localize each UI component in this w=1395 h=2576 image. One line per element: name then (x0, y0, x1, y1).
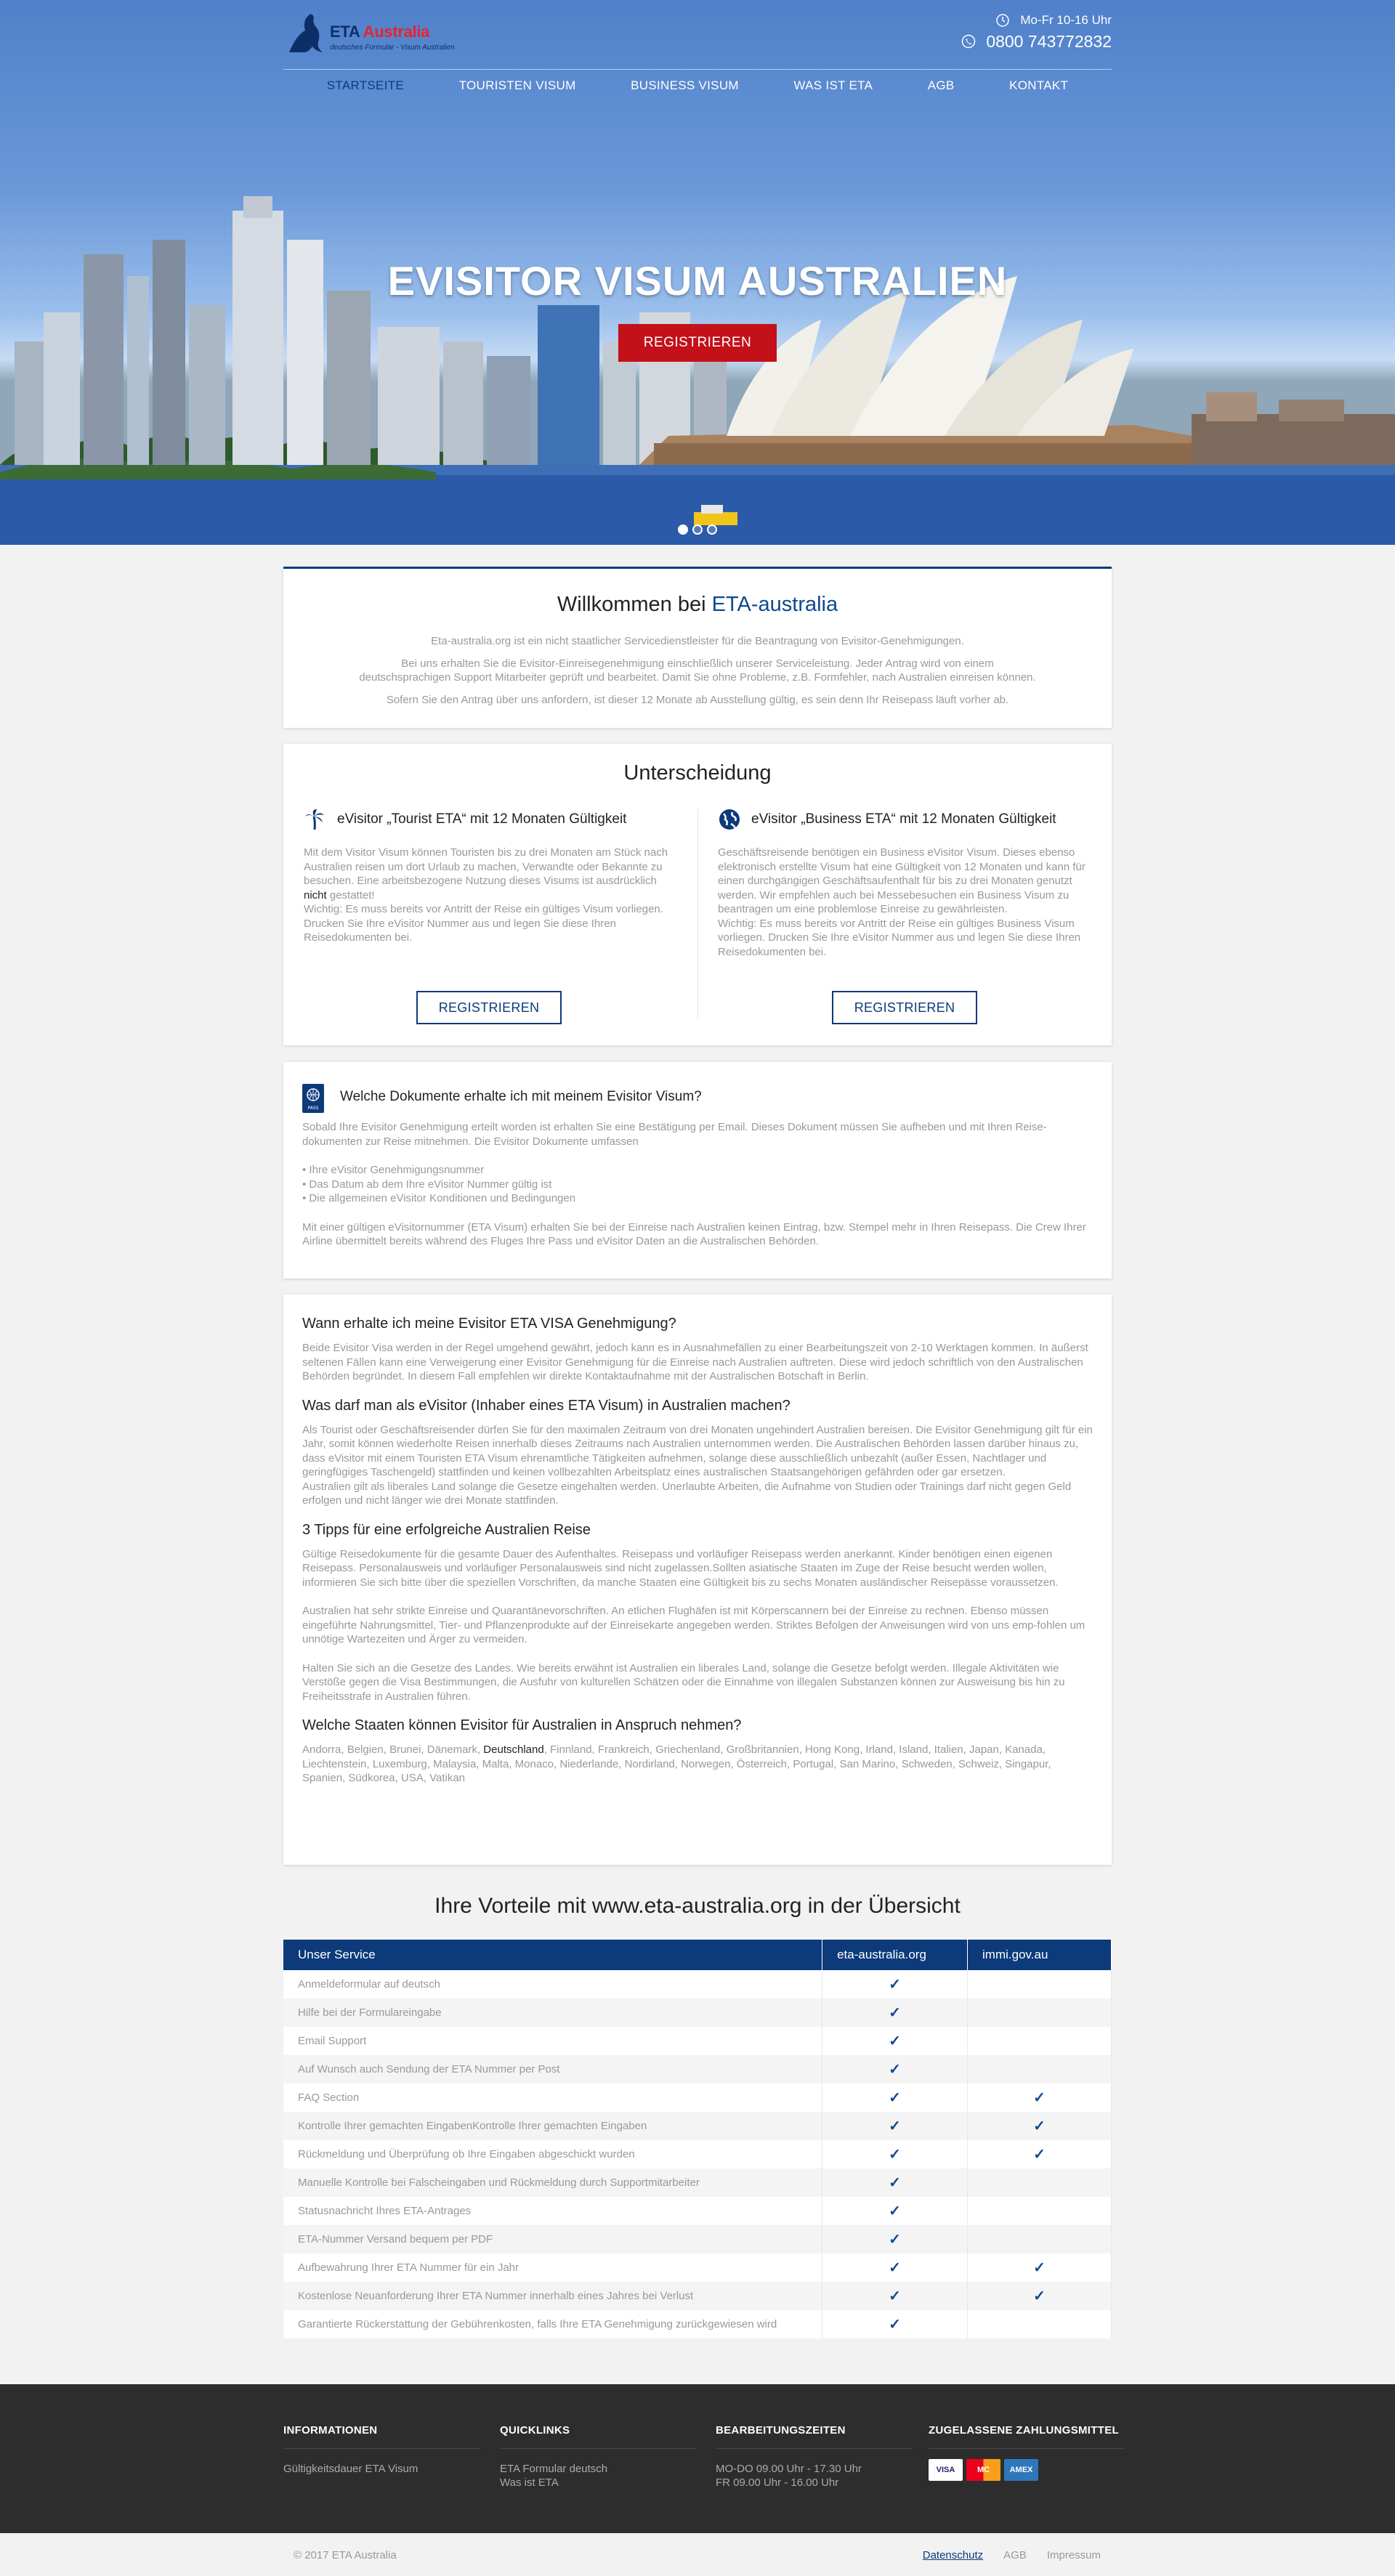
eta-check-icon: ✓ (822, 2197, 968, 2225)
eta-check-icon: ✓ (822, 2168, 968, 2197)
immi-check-icon: ✓ (968, 2083, 1112, 2112)
phone-icon (961, 34, 976, 49)
main-nav (283, 78, 1112, 93)
immi-check-icon (968, 2197, 1112, 2225)
faq-answer-4-bold: Deutschland (483, 1743, 544, 1756)
faq-question-1: Wann erhalte ich meine Evisitor ETA VISA Genehmigung? (302, 1316, 676, 1332)
bottom-bar (0, 2533, 1395, 2576)
footer-hours-title: BEARBEITUNGSZEITEN (716, 2423, 912, 2449)
eta-check-icon: ✓ (822, 2112, 968, 2140)
faq-answer-2b: Australien gilt als liberales Land solange die Gesetze eingehalten werden. Unerlaubte Arbeiten, die Aufnahme von Studien oder Trainings darf nicht gegen Geld erfolgen und nicht länger wie drei Monate stattfinden. (302, 1480, 1072, 1507)
tourist-text-b: gestattet! (326, 888, 375, 902)
immi-check-icon: ✓ (968, 2253, 1112, 2282)
tourist-text-a: Mit dem Visitor Visum können Touristen bis zu drei Monaten am Stück nach Australien reisen um dort Urlaub zu machen, Verwandte oder Bekannte zu besuchen. Eine arbeitsbezogene Nutzung dieses Visums ist ausdrücklich (304, 846, 668, 887)
business-column (718, 811, 1088, 959)
comparison-header-row (283, 1940, 1112, 1970)
slider-dot-2[interactable] (692, 524, 703, 535)
immi-check-icon: ✓ (968, 2140, 1112, 2168)
nav-agb[interactable]: AGB (927, 78, 955, 92)
legal-links (902, 2548, 1101, 2563)
tourist-heading: eVisitor „Tourist ETA“ mit 12 Monaten Gültigkeit (337, 811, 627, 827)
table-row (283, 2027, 1112, 2055)
clock-icon (995, 13, 1010, 28)
footer-payment (929, 2423, 1125, 2481)
service-label: Kostenlose Neuanforderung Ihrer ETA Nummer innerhalb eines Jahres bei Verlust (283, 2282, 822, 2310)
table-row (283, 2112, 1112, 2140)
footer-quicklinks-title: QUICKLINKS (500, 2423, 696, 2449)
documents-list-item-3: • Die allgemeinen eVisitor Konditionen und Bedingungen (302, 1192, 576, 1204)
footer-info (283, 2423, 480, 2476)
faq-question-3: 3 Tipps für eine erfolgreiche Australien Reise (302, 1521, 591, 1538)
passport-icon (302, 1084, 324, 1113)
eta-check-icon: ✓ (822, 2055, 968, 2083)
faq-answer-3c: Halten Sie sich an die Gesetze des Landes. Wie bereits erwähnt ist Australien ein liberales Land, solange die Gesetze befolgt werden. Illegale Aktivitäten wie Verstöße gegen die Visa Bestimmungen, die Ausfuhr von kulturellen Schätzen oder die Einnahme von illegalen Substanzen können zur Ausweisung bis hin zu Freiheitsstrafe in Australien führen. (302, 1661, 1065, 1703)
nav-kontakt[interactable]: KONTAKT (1009, 78, 1069, 92)
service-label: FAQ Section (283, 2083, 822, 2112)
immi-check-icon (968, 1998, 1112, 2027)
link-datenschutz[interactable]: Datenschutz (922, 2549, 984, 2561)
immi-check-icon: ✓ (968, 2112, 1112, 2140)
amex-card-icon: AMEX (1004, 2459, 1038, 2481)
eta-check-icon: ✓ (822, 1970, 968, 1998)
kangaroo-logo-icon (283, 10, 327, 55)
comparison-body (283, 1970, 1112, 2338)
welcome-paragraph-2: Bei uns erhalten Sie die Evisitor-Einreisegenehmigung einschließlich unserer Serviceleistung. Jeder Antrag wird von einem deutschsprachigen Support Mitarbeiter geprüft und bearbeitet. Damit Sie ohne Probleme, z.B. Formfehler, nach Australien einreisen können. (359, 657, 1036, 684)
nav-was-ist-eta[interactable]: WAS IST ETA (793, 78, 873, 92)
copyright: © 2017 ETA Australia (294, 2549, 397, 2561)
immi-check-icon: ✓ (968, 2282, 1112, 2310)
logo-eta-text: ETA (330, 23, 360, 41)
tourist-text (304, 846, 674, 945)
faq-answer-4b: , Finnland, Frankreich, Griechenland, Großbritannien, Hong Kong, Irland, Island, Italien, Japan, Kanada, Liechtenstein, Luxemburg, Malaysia, Malta, Monaco, Niederlande, Nordirland, Norwegen, Österreich, Portugal, San Marino, Schweden, Schweiz, Singapur, Spanien, Südkorea, USA, Vatikan (302, 1743, 1051, 1784)
header-divider (283, 69, 1112, 70)
eta-check-icon: ✓ (822, 2253, 968, 2282)
palm-tree-icon (304, 808, 327, 831)
visa-card-icon: VISA (929, 2459, 963, 2481)
service-label: ETA-Nummer Versand bequem per PDF (283, 2225, 822, 2253)
comparison-title: Ihre Vorteile mit www.eta-australia.org in der Übersicht (434, 1894, 961, 1918)
footer-hours-2: FR 09.00 Uhr - 16.00 Uhr (716, 2476, 839, 2489)
service-label: Anmeldeformular auf deutsch (283, 1970, 822, 1998)
faq-answer-3a: Gültige Reisedokumente für die gesamte Dauer des Aufenthaltes. Reisepass und vorläufiger Reisepass werden anerkannt. Kinder benötigen einen eigenen Reisepass. Personalausweis und vorläufiger Personalausweis sind nicht zugelassen.Sollten asiatische Staaten im Zuge der Reise besucht werden wollen, informieren Sie sich bitte über die speziellen Vorschriften, da manche Staaten eine Gültigkeit bis zu sechs Monaten ausländischer Reisepässe voraussetzen. (302, 1547, 1059, 1589)
business-text-b: Wichtig: Es muss bereits vor Antritt der Reise ein gültiges Business Visum vorliegen. Drucken Sie Ihre eVisitor Nummer aus und legen Sie diese Ihren Reisedokumenten bei. (718, 917, 1081, 958)
header-service: Unser Service (283, 1940, 822, 1970)
service-label: Hilfe bei der Formulareingabe (283, 1998, 822, 2027)
documents-card (283, 1062, 1112, 1279)
phone-text: 0800 743772832 (986, 32, 1112, 51)
header-immi: immi.gov.au (968, 1940, 1112, 1970)
logo-tagline: deutsches Formular - Visum Australien (330, 44, 455, 52)
documents-list-item-2: • Das Datum ab dem Ihre eVisitor Nummer gültig ist (302, 1178, 552, 1191)
welcome-card (283, 567, 1112, 728)
immi-check-icon (968, 1970, 1112, 1998)
table-row (283, 2253, 1112, 2282)
tourist-text-c: Wichtig: Es muss bereits vor Antritt der Reise ein gültiges Visum vorliegen. Drucken Sie Ihre eVisitor Nummer aus und legen Sie diese Ihren Reisedokumenten bei. (304, 903, 663, 944)
logo-name-text: Australia (363, 23, 430, 41)
faq-question-2: Was darf man als eVisitor (Inhaber eines ETA Visum) in Australien machen? (302, 1397, 790, 1414)
eta-check-icon: ✓ (822, 2027, 968, 2055)
service-label: Garantierte Rückerstattung der Gebührenkosten, falls Ihre ETA Genehmigung zurückgewiesen wird (283, 2310, 822, 2338)
hero-register-button[interactable]: REGISTRIEREN (618, 324, 777, 362)
table-row (283, 2197, 1112, 2225)
faq-card (283, 1295, 1112, 1865)
service-label: Aufbewahrung Ihrer ETA Nummer für ein Jahr (283, 2253, 822, 2282)
faq-answer-4a: Andorra, Belgien, Brunei, Dänemark, (302, 1743, 484, 1756)
table-row (283, 2310, 1112, 2338)
link-agb[interactable]: AGB (1003, 2549, 1027, 2561)
service-label: Auf Wunsch auch Sendung der ETA Nummer per Post (283, 2055, 822, 2083)
faq-question-4: Welche Staaten können Evisitor für Australien in Anspruch nehmen? (302, 1717, 742, 1733)
opening-hours (995, 13, 1112, 28)
nav-startseite[interactable]: STARTSEITE (326, 78, 405, 92)
payment-cards (929, 2459, 1125, 2481)
service-label: Email Support (283, 2027, 822, 2055)
site-logo[interactable] (283, 10, 455, 55)
table-row (283, 2083, 1112, 2112)
eta-check-icon: ✓ (822, 2310, 968, 2338)
service-label: Manuelle Kontrolle bei Falscheingaben und Rückmeldung durch Supportmitarbeiter (283, 2168, 822, 2197)
nav-touristen-visum[interactable]: TOURISTEN VISUM (458, 78, 576, 92)
immi-check-icon (968, 2310, 1112, 2338)
link-impressum[interactable]: Impressum (1046, 2549, 1101, 2561)
hero-banner (0, 0, 1395, 545)
business-text (718, 846, 1088, 959)
hero-title: EVISITOR VISUM AUSTRALIEN (387, 258, 1008, 304)
eta-check-icon: ✓ (822, 2140, 968, 2168)
business-text-a: Geschäftsreisende benötigen ein Business eVisitor Visum. Dieses ebenso elektronisch erstellte Visum hat eine Gültigkeit von 12 Monaten und kann für einen durchgängigen Geschäftsaufenthalt für bis zu drei Monaten genutzt werden. Wir empfehlen auch bei Messebesuchen ein Business Visum zu beantragen um eine problemlose Einreise zu gewährleisten. (718, 846, 1085, 915)
globe-icon (718, 808, 741, 831)
service-label: Rückmeldung und Überprüfung ob Ihre Eingaben abgeschickt wurden (283, 2140, 822, 2168)
immi-check-icon (968, 2225, 1112, 2253)
table-row (283, 1970, 1112, 1998)
welcome-paragraph-3: Sofern Sie den Antrag über uns anfordern, ist dieser 12 Monate ab Ausstellung gültig, es sein denn Ihr Reisepass läuft vorher ab. (386, 694, 1009, 706)
table-row (283, 2055, 1112, 2083)
tourist-column (304, 811, 674, 945)
footer-quicklink-1[interactable]: ETA Formular deutsch (500, 2463, 608, 2475)
difference-title: Unterscheidung (623, 761, 772, 785)
difference-card (283, 744, 1112, 1045)
eta-check-icon: ✓ (822, 2282, 968, 2310)
immi-check-icon (968, 2027, 1112, 2055)
slider-dots (676, 524, 719, 535)
table-row (283, 2225, 1112, 2253)
footer-quicklinks (500, 2423, 696, 2490)
site-header (283, 0, 1112, 109)
tourist-text-bold: nicht (304, 888, 327, 902)
eta-check-icon: ✓ (822, 2083, 968, 2112)
table-row (283, 1998, 1112, 2027)
nav-business-visum[interactable]: BUSINESS VISUM (631, 78, 739, 92)
immi-check-icon (968, 2055, 1112, 2083)
site-footer (0, 2384, 1395, 2533)
footer-quicklink-2[interactable]: Was ist ETA (500, 2476, 559, 2489)
passport-icon-label: PASS (307, 1106, 319, 1111)
comparison-table (283, 1940, 1112, 2338)
documents-outro: Mit einer gültigen eVisitornummer (ETA Visum) erhalten Sie bei der Einreise nach Australien keinen Eintrag, bzw. Stempel mehr in Ihren Reisepass. Die Crew Ihrer Airline übermittelt bereits während des Fluges Ihre Pass und eVisitor Daten an die Australischen Behörden. (302, 1220, 1086, 1247)
header-eta: eta-australia.org (822, 1940, 968, 1970)
documents-intro: Sobald Ihre Evisitor Genehmigung erteilt worden ist erhalten Sie eine Bestätigung per Email. Dieses Dokument müssen Sie aufheben und mit Ihren Reise-dokumenten zur Reise mitnehmen. Die Evisitor Dokumente umfassen (302, 1121, 1047, 1148)
service-label: Statusnachricht Ihres ETA-Antrages (283, 2197, 822, 2225)
welcome-paragraph-1: Eta-australia.org ist ein nicht staatlicher Servicedienstleister für die Beantragung von Evisitor-Genehmigungen. (431, 635, 964, 647)
table-row (283, 2282, 1112, 2310)
eta-check-icon: ✓ (822, 2225, 968, 2253)
tourist-register-button[interactable]: REGISTRIEREN (416, 991, 562, 1024)
footer-payment-title: ZUGELASSENE ZAHLUNGSMITTEL (929, 2423, 1125, 2449)
footer-info-title: INFORMATIONEN (283, 2423, 480, 2449)
business-heading: eVisitor „Business ETA“ mit 12 Monaten Gültigkeit (751, 811, 1056, 827)
welcome-title-prefix: Willkommen bei (557, 593, 712, 616)
footer-hours (716, 2423, 912, 2490)
immi-check-icon (968, 2168, 1112, 2197)
faq-answer-2a: Als Tourist oder Geschäftsreisender dürfen Sie für den maximalen Zeitraum von drei Monaten ungehindert Australien bereisen. Die Evisitor Genehmigung gilt für ein Jahr, somit können wiederholte Reisen innerhalb dieses Zeitraums nach Australien unternommen werden. Die Australischen Behörden lassen darüber hinaus zu, dass eVisitor mit einem Touristen ETA Visum ehrenamtliche Tätigkeiten aufnehmen, solange diese ausschließlich unbezahlt (außer Essen, Nachtlager und geringfügiges Taschengeld) stattfinden und keinen vollbezahlten Arbeitsplatz eines australischen Staatsangehörigen gefährden oder gar ersetzen. (302, 1423, 1093, 1478)
business-register-button[interactable]: REGISTRIEREN (832, 991, 977, 1024)
slider-dot-1[interactable] (678, 524, 688, 535)
footer-hours-1: MO-DO 09.00 Uhr - 17.30 Uhr (716, 2463, 862, 2475)
documents-title: Welche Dokumente erhalte ich mit meinem Evisitor Visum? (340, 1089, 702, 1104)
mastercard-icon: MC (966, 2459, 1000, 2481)
service-label: Kontrolle Ihrer gemachten EingabenKontrolle Ihrer gemachten Eingaben (283, 2112, 822, 2140)
documents-list-item-1: • Ihre eVisitor Genehmigungsnummer (302, 1164, 485, 1176)
table-row (283, 2168, 1112, 2197)
welcome-title-brand: ETA-australia (711, 593, 838, 616)
hours-text: Mo-Fr 10-16 Uhr (1020, 13, 1112, 27)
footer-info-link[interactable]: Gültigkeitsdauer ETA Visum (283, 2463, 418, 2475)
faq-answer-4 (302, 1743, 1093, 1786)
table-row (283, 2140, 1112, 2168)
eta-check-icon: ✓ (822, 1998, 968, 2027)
faq-answer-1: Beide Evisitor Visa werden in der Regel umgehend gewährt, jedoch kann es in Ausnahmefällen zu einer Bearbeitungszeit von 2-10 Werktagen kommen. In äußerst seltenen Fällen kann eine Verweigerung einer Evisitor Genehmigung für die Einreise nach Australien auftreten. Diese wird jedoch schriftlich von den Australischen Behörden begründet. In diesem Fall empfehlen wir direkte Kontaktaufnahme mit der Australischen Botschaft in Berlin. (302, 1342, 1088, 1382)
faq-answer-3b: Australien hat sehr strikte Einreise und Quarantänevorschriften. An etlichen Flughäfen ist mit Körperscannern bei der Einreise zu rechnen. Ebenso müssen eingeführte Nahrungsmittel, Tier- und Pflanzenprodukte auf der Einreisekarte angegeben werden. Striktes Befolgen der Anweisungen wird von uns emp-fohlen um unnötige Wartezeiten und Ärger zu vermeiden. (302, 1605, 1085, 1645)
phone-number[interactable] (961, 34, 1112, 49)
slider-dot-3[interactable] (707, 524, 717, 535)
welcome-title (312, 592, 1083, 617)
